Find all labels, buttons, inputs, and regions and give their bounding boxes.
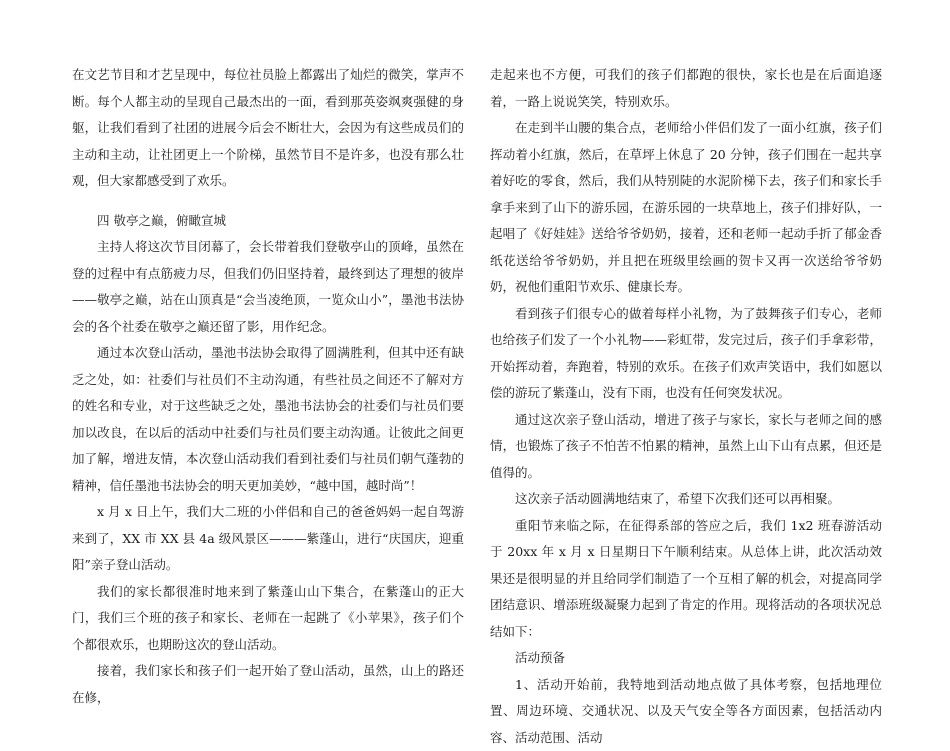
- paragraph: x 月 x 日上午，我们大二班的小伴侣和自己的爸爸妈妈一起自驾游来到了，XX 市 XX 县 4a 级风景区———紫蓬山，进行“庆国庆，迎重阳”亲子登山活动。: [72, 499, 464, 579]
- paragraph: 接着，我们家长和孩子们一起开始了登山活动，虽然，山上的路还在修，: [72, 658, 464, 711]
- paragraph: 在走到半山腰的集合点，老师给小伴侣们发了一面小红旗，孩子们挥动着小红旗，然后，在草坪上休息了 20 分钟，孩子们围在一起共享着好吃的零食，然后，我们从特别陡的水泥阶梯下去，孩子们和家长手拿手来到了山下的游乐园，在游乐园的一块草地上，孩子们排好队，一起唱了《好娃娃》送给爷爷奶奶，接着，还和老师一起动手折了郁金香纸花送给爷爷奶奶，并且把在班级里绘画的贺卡又再一次送给爷爷奶奶，祝他们重阳节欢乐、健康长寿。: [490, 115, 882, 301]
- paragraph: 这次亲子活动圆满地结束了，希望下次我们还可以再相聚。: [490, 486, 882, 513]
- paragraph: 主持人将这次节目闭幕了，会长带着我们登敬亭山的顶峰，虽然在登的过程中有点筋疲力尽，但我们仍旧坚持着，最终到达了理想的彼岸——敬亭之巅，站在山顶真是“会当凌绝顶，一览众山小”，墨池书法协会的各个社委在敬亭之巅还留了影，用作纪念。: [72, 234, 464, 340]
- paragraph: 看到孩子们很专心的做着每样小礼物，为了鼓舞孩子们专心，老师也给孩子们发了一个小礼物——彩虹带，发完过后，孩子们手拿彩带，开始挥动着，奔跑着，特别的欢乐。在孩子们欢声笑语中，我们如愿以偿的游玩了紫蓬山，没有下雨，也没有任何突发状况。: [490, 301, 882, 407]
- paragraph: 我们的家长都很准时地来到了紫蓬山山下集合，在紫蓬山的正大门，我们三个班的孩子和家长、老师在一起跳了《小苹果》，孩子们个个都很欢乐，也期盼这次的登山活动。: [72, 579, 464, 659]
- paragraph: 走起来也不方便，可我们的孩子们都跑的很快，家长也是在后面追逐着，一路上说说笑笑，特别欢乐。: [490, 62, 882, 115]
- section-heading: 四 敬亭之巅，俯瞰宣城: [72, 208, 464, 235]
- paragraph: 在文艺节目和才艺呈现中，每位社员脸上都露出了灿烂的微笑，掌声不断。每个人都主动的呈现自己最杰出的一面，看到那英姿飒爽强健的身躯，让我们看到了社团的进展今后会不断壮大，会因为有这些成员们的主动和主动，让社团更上一个阶梯，虽然节目不是许多，也没有那么壮观，但大家都感受到了欢乐。: [72, 62, 464, 195]
- paragraph: 重阳节来临之际，在征得系部的答应之后，我们 1x2 班春游活动于 20xx 年 x 月 x 日星期日下午顺利结束。从总体上讲，此次活动效果还是很明显的并且给同学们制造了一个互相了解的机会，对提高同学团结意识、增添班级凝聚力起到了肯定的作用。现将活动的各项状况总结如下：: [490, 513, 882, 646]
- paragraph: 1、活动开始前，我特地到活动地点做了具体考察，包括地理位置、周边环境、交通状况、以及天气安全等各方面因素，包括活动内容、活动范围、活动: [490, 672, 882, 751]
- paragraph: 通过这次亲子登山活动，增进了孩子与家长，家长与老师之间的感情，也锻炼了孩子不怕苦不怕累的精神，虽然上山下山有点累，但还是值得的。: [490, 407, 882, 487]
- section-heading: 活动预备: [490, 645, 882, 672]
- left-column: [72, 62, 464, 711]
- right-column: [490, 62, 882, 751]
- paragraph: 通过本次登山活动，墨池书法协会取得了圆满胜利，但其中还有缺乏之处，如：社委们与社员们不主动沟通，有些社员之间还不了解对方的姓名和专业，对于这些缺乏之处，墨池书法协会的社委们与社员们要加以改良，在以后的活动中社委们与社员们要主动沟通。让彼此之间更加了解，增进友情，本次登山活动我们看到社委们与社员们朝气蓬勃的精神，信任墨池书法协会的明天更加美妙，“越中国，越时尚”！: [72, 340, 464, 499]
